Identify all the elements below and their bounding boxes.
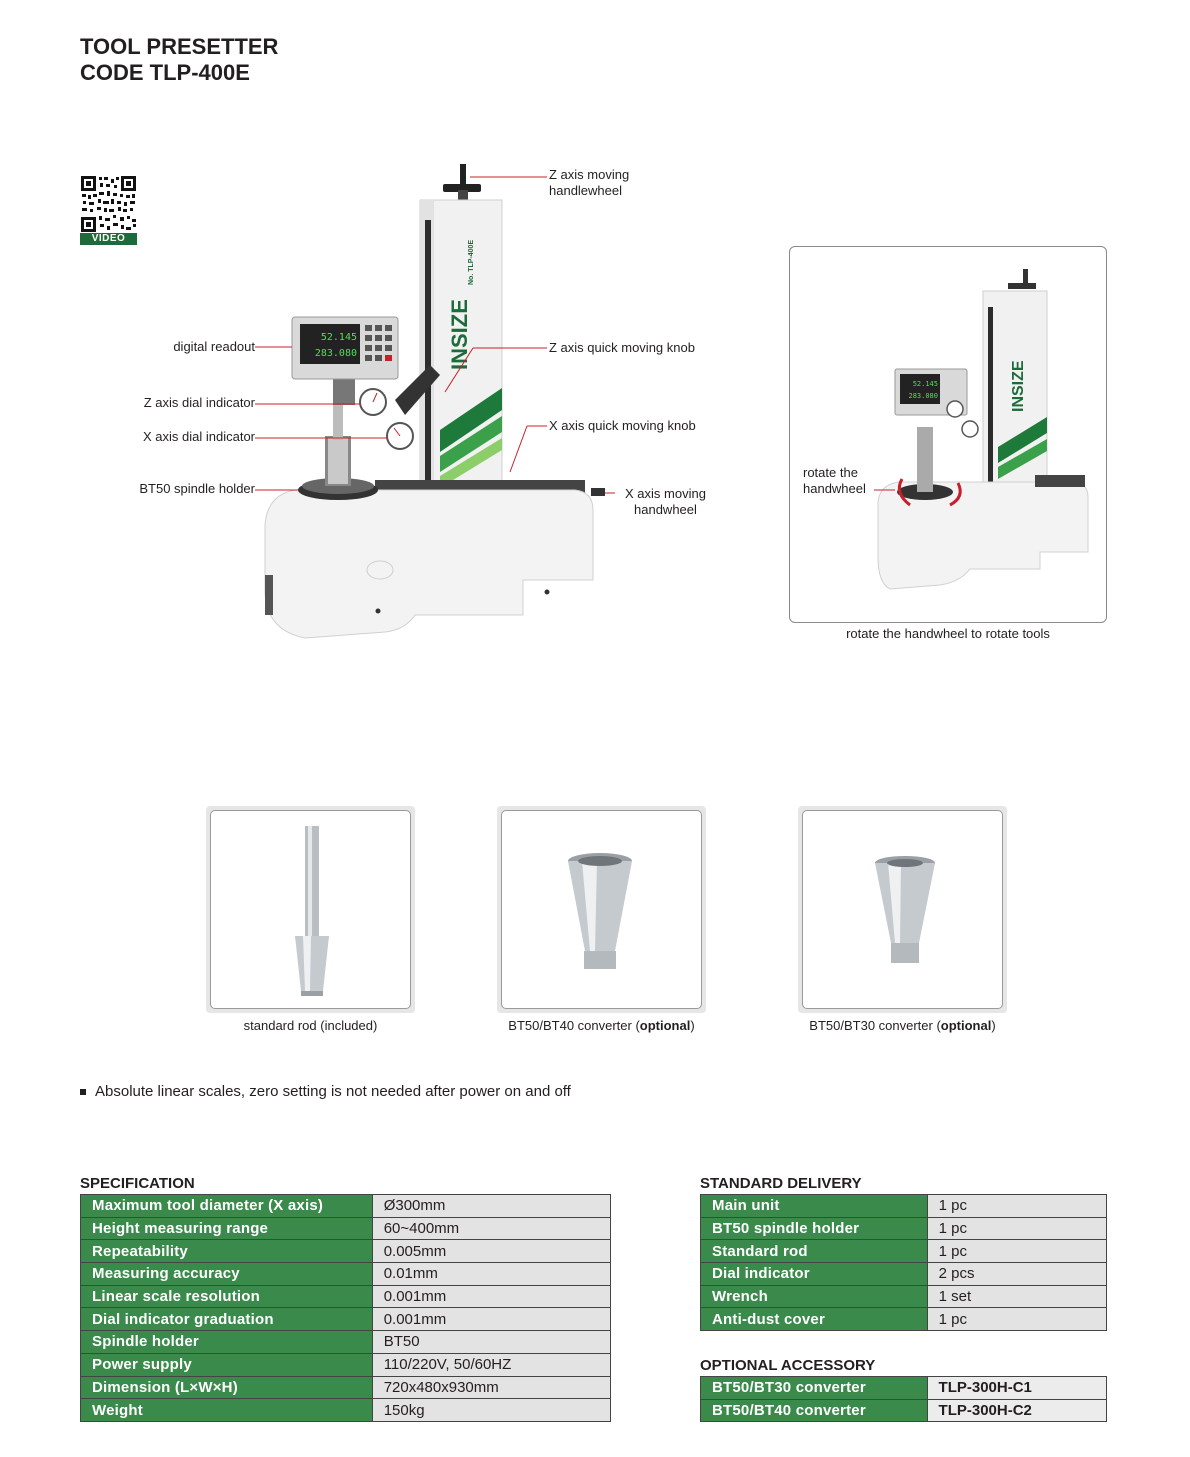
inset-caption: rotate the handwheel to rotate tools — [846, 626, 1050, 641]
table-value-cell: 1 pc — [927, 1308, 1106, 1331]
table-value-cell: 0.001mm — [372, 1308, 610, 1331]
table-key-cell: Main unit — [701, 1195, 928, 1218]
optional-title: OPTIONAL ACCESSORY — [700, 1357, 876, 1374]
label-text: rotate the — [803, 465, 858, 480]
label-text: BT50/BT30 converter ( — [809, 1018, 941, 1033]
feature-bullet — [80, 1083, 571, 1100]
table-row — [81, 1240, 611, 1263]
svg-text:283.080: 283.080 — [908, 392, 938, 400]
brand-logo: INSIZE — [447, 299, 472, 370]
model-label: No. TLP-400E — [468, 239, 475, 285]
table-row — [81, 1376, 611, 1399]
accessory-card-standard-rod — [206, 806, 415, 1013]
table-row — [81, 1399, 611, 1422]
table-row — [81, 1263, 611, 1286]
table-value-cell: 1 pc — [927, 1195, 1106, 1218]
table-key-cell: Height measuring range — [81, 1217, 373, 1240]
specification-title: SPECIFICATION — [80, 1175, 195, 1192]
video-badge: VIDEO — [80, 233, 137, 245]
label-text: Z axis moving — [549, 167, 630, 182]
svg-text:52.145: 52.145 — [912, 380, 938, 388]
label-text: optional — [940, 1018, 992, 1033]
table-row — [701, 1308, 1107, 1331]
table-key-cell: Weight — [81, 1399, 373, 1422]
table-row — [701, 1377, 1107, 1400]
table-key-cell: Spindle holder — [81, 1331, 373, 1354]
table-value-cell: TLP-300H-C2 — [927, 1399, 1106, 1422]
specification-table — [80, 1194, 611, 1422]
title-line-2: CODE TLP-400E — [80, 60, 250, 85]
table-row — [701, 1263, 1107, 1286]
table-key-cell: Maximum tool diameter (X axis) — [81, 1195, 373, 1218]
page-title — [80, 34, 278, 86]
inset-brand-logo: INSIZE — [1010, 360, 1027, 412]
delivery-title: STANDARD DELIVERY — [700, 1175, 862, 1192]
label-text: X axis moving — [625, 486, 706, 501]
inset-machine-illustration — [790, 247, 1106, 622]
callout-z-quick-knob: Z axis quick moving knob — [549, 340, 695, 355]
table-value-cell: 0.001mm — [372, 1285, 610, 1308]
table-value-cell: 0.005mm — [372, 1240, 610, 1263]
table-value-cell: Ø300mm — [372, 1195, 610, 1218]
table-value-cell: BT50 — [372, 1331, 610, 1354]
table-value-cell: 60~400mm — [372, 1217, 610, 1240]
table-value-cell: 1 pc — [927, 1217, 1106, 1240]
label-text: optional — [639, 1018, 691, 1033]
table-key-cell: Wrench — [701, 1285, 928, 1308]
table-row — [701, 1240, 1107, 1263]
readout-z-value: 52.145 — [320, 332, 357, 343]
caption-bt40 — [466, 1018, 737, 1033]
table-value-cell: 1 pc — [927, 1240, 1106, 1263]
table-key-cell: Linear scale resolution — [81, 1285, 373, 1308]
caption-standard-rod: standard rod (included) — [243, 1018, 378, 1033]
table-value-cell: 0.01mm — [372, 1263, 610, 1286]
accessory-card-bt40 — [497, 806, 706, 1013]
bullet-icon — [80, 1089, 86, 1095]
table-key-cell: Measuring accuracy — [81, 1263, 373, 1286]
table-row — [81, 1353, 611, 1376]
feature-text: Absolute linear scales, zero setting is not needed after power on and off — [95, 1083, 571, 1100]
table-row — [81, 1308, 611, 1331]
table-key-cell: Standard rod — [701, 1240, 928, 1263]
delivery-table — [700, 1194, 1107, 1331]
table-key-cell: Dimension (L×W×H) — [81, 1376, 373, 1399]
table-key-cell: BT50/BT30 converter — [701, 1377, 928, 1400]
table-key-cell: Anti-dust cover — [701, 1308, 928, 1331]
table-row — [81, 1195, 611, 1218]
caption-bt30 — [767, 1018, 1038, 1033]
table-key-cell: BT50 spindle holder — [701, 1217, 928, 1240]
label-text: BT50/BT40 converter ( — [508, 1018, 640, 1033]
label-text: handlewheel — [549, 183, 623, 198]
callout-z-handwheel — [549, 167, 629, 199]
inset-callout — [803, 465, 866, 497]
label-text: handwheel — [803, 481, 866, 496]
callout-digital-readout: digital readout — [173, 339, 255, 354]
table-key-cell: Repeatability — [81, 1240, 373, 1263]
table-value-cell: TLP-300H-C1 — [927, 1377, 1106, 1400]
callout-z-dial: Z axis dial indicator — [143, 395, 255, 410]
table-row — [81, 1217, 611, 1240]
callout-x-handwheel — [625, 486, 706, 518]
optional-table — [700, 1376, 1107, 1422]
callout-spindle-holder: BT50 spindle holder — [139, 481, 255, 496]
table-key-cell: Power supply — [81, 1353, 373, 1376]
table-row — [81, 1331, 611, 1354]
accessory-card-bt30 — [798, 806, 1007, 1013]
table-value-cell: 110/220V, 50/60HZ — [372, 1353, 610, 1376]
qr-code-icon[interactable] — [80, 175, 137, 245]
tool-presetter-illustration — [255, 160, 615, 645]
label-text: ) — [991, 1018, 996, 1033]
table-value-cell: 720x480x930mm — [372, 1376, 610, 1399]
table-key-cell: BT50/BT40 converter — [701, 1399, 928, 1422]
title-line-1: TOOL PRESETTER — [80, 34, 279, 59]
callout-x-quick-knob: X axis quick moving knob — [549, 418, 696, 433]
table-row — [81, 1285, 611, 1308]
readout-x-value: 283.080 — [314, 348, 357, 359]
table-key-cell: Dial indicator graduation — [81, 1308, 373, 1331]
table-value-cell: 1 set — [927, 1285, 1106, 1308]
callout-x-dial: X axis dial indicator — [143, 429, 255, 444]
bt30-converter-image — [803, 811, 1002, 1008]
bt40-converter-image — [502, 811, 701, 1008]
table-value-cell: 150kg — [372, 1399, 610, 1422]
standard-rod-image — [211, 811, 410, 1008]
table-key-cell: Dial indicator — [701, 1263, 928, 1286]
table-row — [701, 1399, 1107, 1422]
table-row — [701, 1195, 1107, 1218]
table-row — [701, 1285, 1107, 1308]
label-text: handwheel — [634, 502, 697, 517]
inset-rotate-handwheel — [789, 246, 1107, 623]
table-row — [701, 1217, 1107, 1240]
label-text: ) — [690, 1018, 695, 1033]
table-value-cell: 2 pcs — [927, 1263, 1106, 1286]
